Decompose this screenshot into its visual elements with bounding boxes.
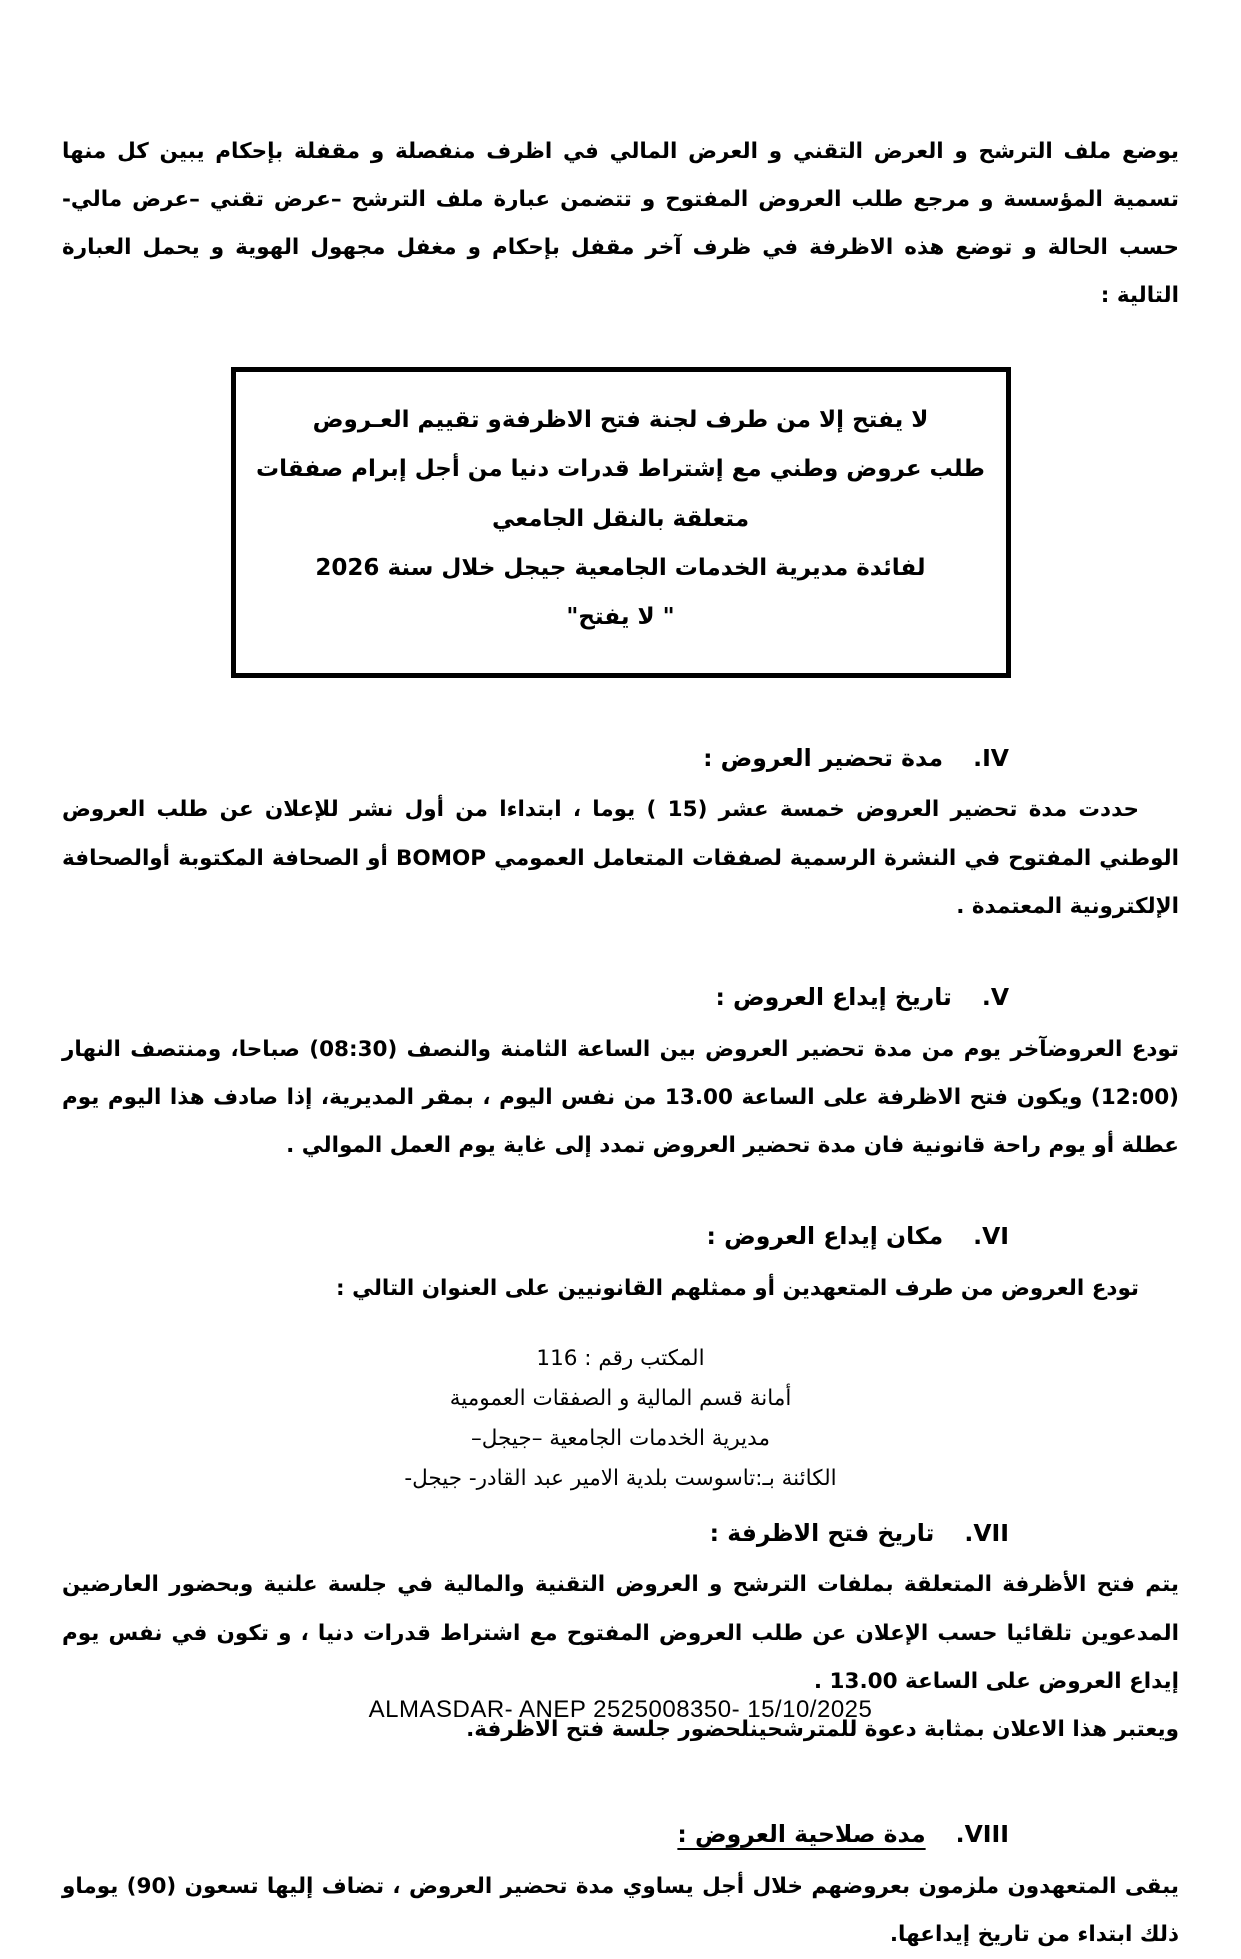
- section-title-preparation: مدة تحضير العروض :: [703, 743, 944, 772]
- section-deposit-place: [62, 1214, 1179, 1499]
- section-title-opening-date: تاريخ فتح الاظرفة :: [709, 1518, 935, 1547]
- section-numeral-viii: VIII.: [955, 1820, 1009, 1849]
- section-title-deposit-place: مكان إيداع العروض :: [706, 1222, 944, 1251]
- notice-line-tender-title: طلب عروض وطني مع إشتراط قدرات دنيا من أجل إبرام صفقات متعلقة بالنقل الجامعي: [256, 456, 985, 532]
- section-heading-preparation: [62, 736, 1179, 781]
- section-body-opening-date-note: ويعتبر هذا الاعلان بمثابة دعوة للمترشحينلحضور جلسة فتح الاظرفة.: [466, 1716, 1179, 1742]
- address-office-number: المكتب رقم : 116: [536, 1345, 705, 1371]
- section-deposit-date: [62, 975, 1179, 1170]
- section-body-preparation: حددت مدة تحضير العروض خمسة عشر (15 ) يوما ، ابتداءا من أول نشر للإعلان عن طلب العروض الوطني المفتوح في النشرة الرسمية لصفقات المتعامل العمومي BOMOP أو الصحافة المكتوبة أوالصحافة الإلكترونية المعتمدة .: [62, 797, 1179, 919]
- section-title-deposit-date: تاريخ إيداع العروض :: [715, 982, 952, 1011]
- section-numeral-vi: VI.: [973, 1222, 1009, 1251]
- section-body-opening-date: يتم فتح الأظرفة المتعلقة بملفات الترشح و العروض التقنية والمالية في جلسة علنية وبحضور العارضين المدعوين تلقائيا حسب الإعلان عن طلب العروض المفتوح مع اشتراط قدرات دنيا ، و تكون في نفس يوم إيداع العروض على الساعة 13.00 .: [62, 1572, 1179, 1694]
- address-location: الكائنة بـ:تاسوست بلدية الامير عبد القادر- جيجل-: [404, 1465, 837, 1491]
- section-heading-opening-date: [62, 1511, 1179, 1556]
- section-validity: [62, 1812, 1179, 1959]
- section-numeral-vii: VII.: [964, 1518, 1009, 1547]
- address-directorate: مديرية الخدمات الجامعية –جيجل–: [471, 1425, 770, 1451]
- section-numeral-iv: IV.: [973, 743, 1009, 772]
- anep-footer-reference: ALMASDAR- ANEP 2525008350- 15/10/2025: [368, 1696, 873, 1723]
- envelope-notice-box: [231, 367, 1011, 678]
- section-numeral-v: V.: [981, 982, 1009, 1011]
- section-body-deposit-place: تودع العروض من طرف المتعهدين أو ممثلهم القانونيين على العنوان التالي :: [336, 1275, 1139, 1301]
- section-body-validity: يبقى المتعهدون ملزمون بعروضهم خلال أجل يساوي مدة تحضير العروض ، تضاف إليها تسعون (90) يوماو ذلك ابتداء من تاريخ إيداعها.: [62, 1873, 1179, 1947]
- intro-paragraph: يوضع ملف الترشح و العرض التقني و العرض المالي في اظرف منفصلة و مقفلة بإحكام يبين كل منها تسمية المؤسسة و مرجع طلب العروض المفتوح و تتضمن عبارة ملف الترشح –عرض تقني –عرض مالي-حسب الحالة و توضع هذه الاظرفة في ظرف آخر مقفل بإحكام و مغفل مجهول الهوية و يحمل العبارة التالية :: [62, 139, 1179, 309]
- notice-line-do-not-open: " لا يفتح": [566, 604, 675, 631]
- notice-line-open-restriction: لا يفتح إلا من طرف لجنة فتح الاظرفةو تقييم العـروض: [312, 406, 929, 433]
- section-body-deposit-date: تودع العروضآخر يوم من مدة تحضير العروض بين الساعة الثامنة والنصف (08:30) صباحا، ومنتصف النهار (12:00) ويكون فتح الاظرفة على الساعة 13.00 من نفس اليوم ، بمقر المديرية، إذا صادف هذا اليوم يوم عطلة أو يوم راحة قانونية فان مدة تحضير العروض تمدد إلى غاية يوم العمل الموالي .: [62, 1036, 1179, 1158]
- section-heading-deposit-place: [62, 1214, 1179, 1259]
- section-preparation-period: [62, 736, 1179, 931]
- section-heading-validity: [62, 1812, 1179, 1857]
- address-department: أمانة قسم المالية و الصفقات العمومية: [449, 1385, 792, 1411]
- notice-line-beneficiary: لفائدة مديرية الخدمات الجامعية جيجل خلال سنة 2026: [315, 554, 926, 581]
- section-title-validity: مدة صلاحية العروض :: [677, 1820, 926, 1849]
- section-heading-deposit-date: [62, 975, 1179, 1020]
- deposit-address-block: [62, 1339, 1179, 1499]
